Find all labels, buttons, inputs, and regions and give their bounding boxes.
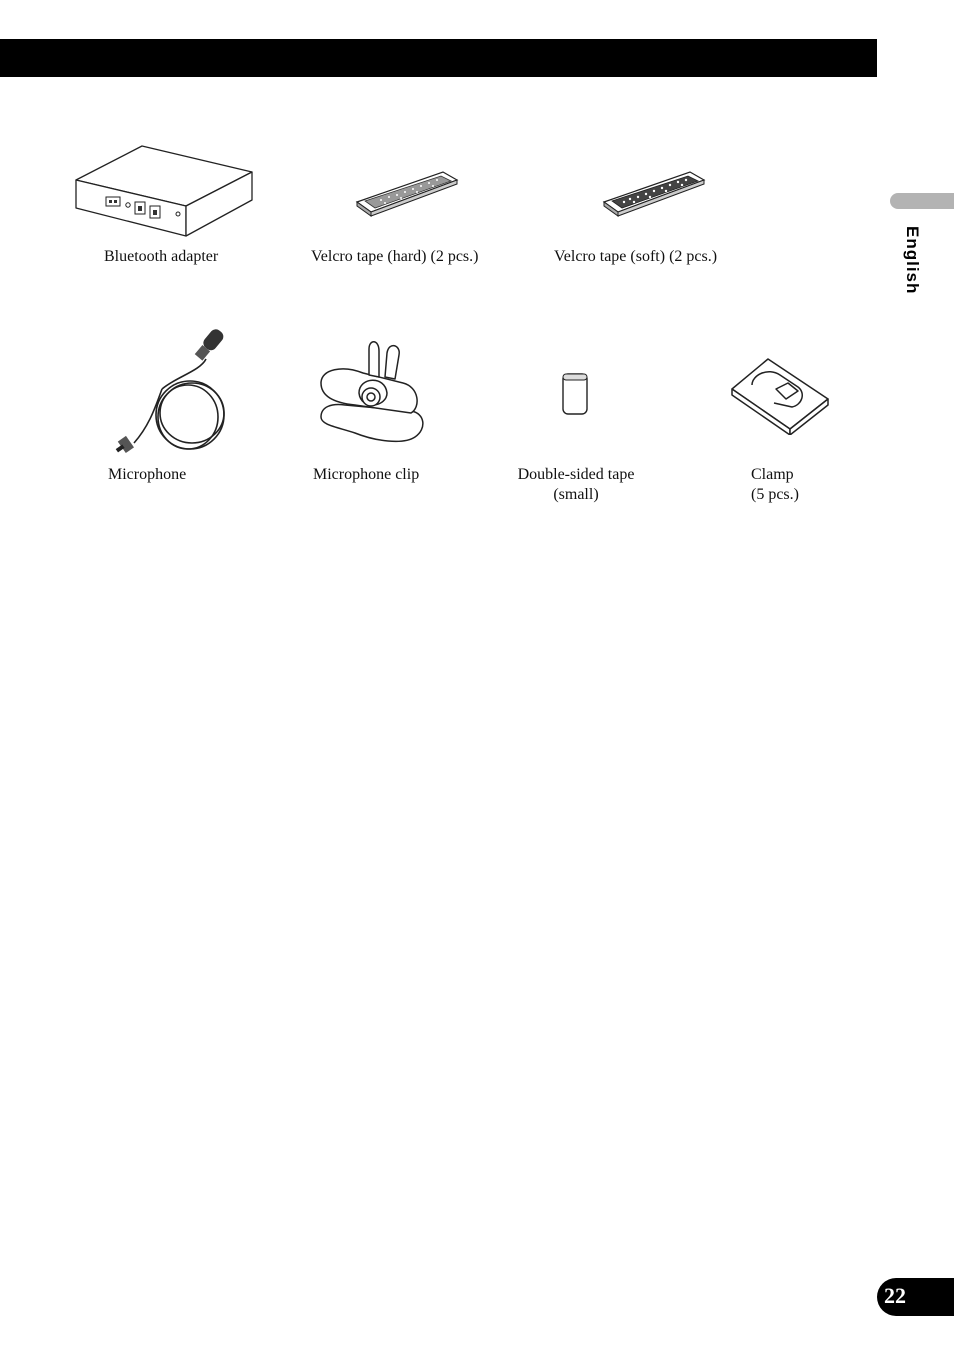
microphone-clip-icon	[315, 331, 431, 457]
velcro-tape-hard-icon	[353, 168, 461, 218]
clamp-icon	[728, 355, 832, 435]
caption-velcro-tape-hard: Velcro tape (hard) (2 pcs.)	[311, 248, 479, 265]
header-bar	[0, 39, 877, 77]
caption-clamp	[751, 465, 799, 505]
caption-line: Double-sided tape	[517, 466, 635, 483]
caption-line: (small)	[553, 486, 599, 503]
page-number: 22	[884, 1283, 906, 1308]
bluetooth-adapter-icon	[72, 142, 258, 240]
double-sided-tape-icon	[560, 371, 590, 417]
language-label: English	[903, 226, 922, 295]
caption-line: Clamp	[751, 466, 794, 483]
caption-velcro-tape-soft: Velcro tape (soft) (2 pcs.)	[554, 248, 718, 265]
caption-microphone: Microphone	[108, 466, 187, 483]
caption-double-sided-tape	[506, 465, 646, 505]
caption-microphone-clip: Microphone clip	[313, 466, 420, 483]
language-tab	[890, 193, 954, 209]
velcro-tape-soft-icon	[600, 168, 708, 218]
microphone-icon	[104, 325, 230, 460]
caption-bluetooth-adapter: Bluetooth adapter	[104, 248, 219, 265]
caption-line: (5 pcs.)	[751, 486, 799, 503]
